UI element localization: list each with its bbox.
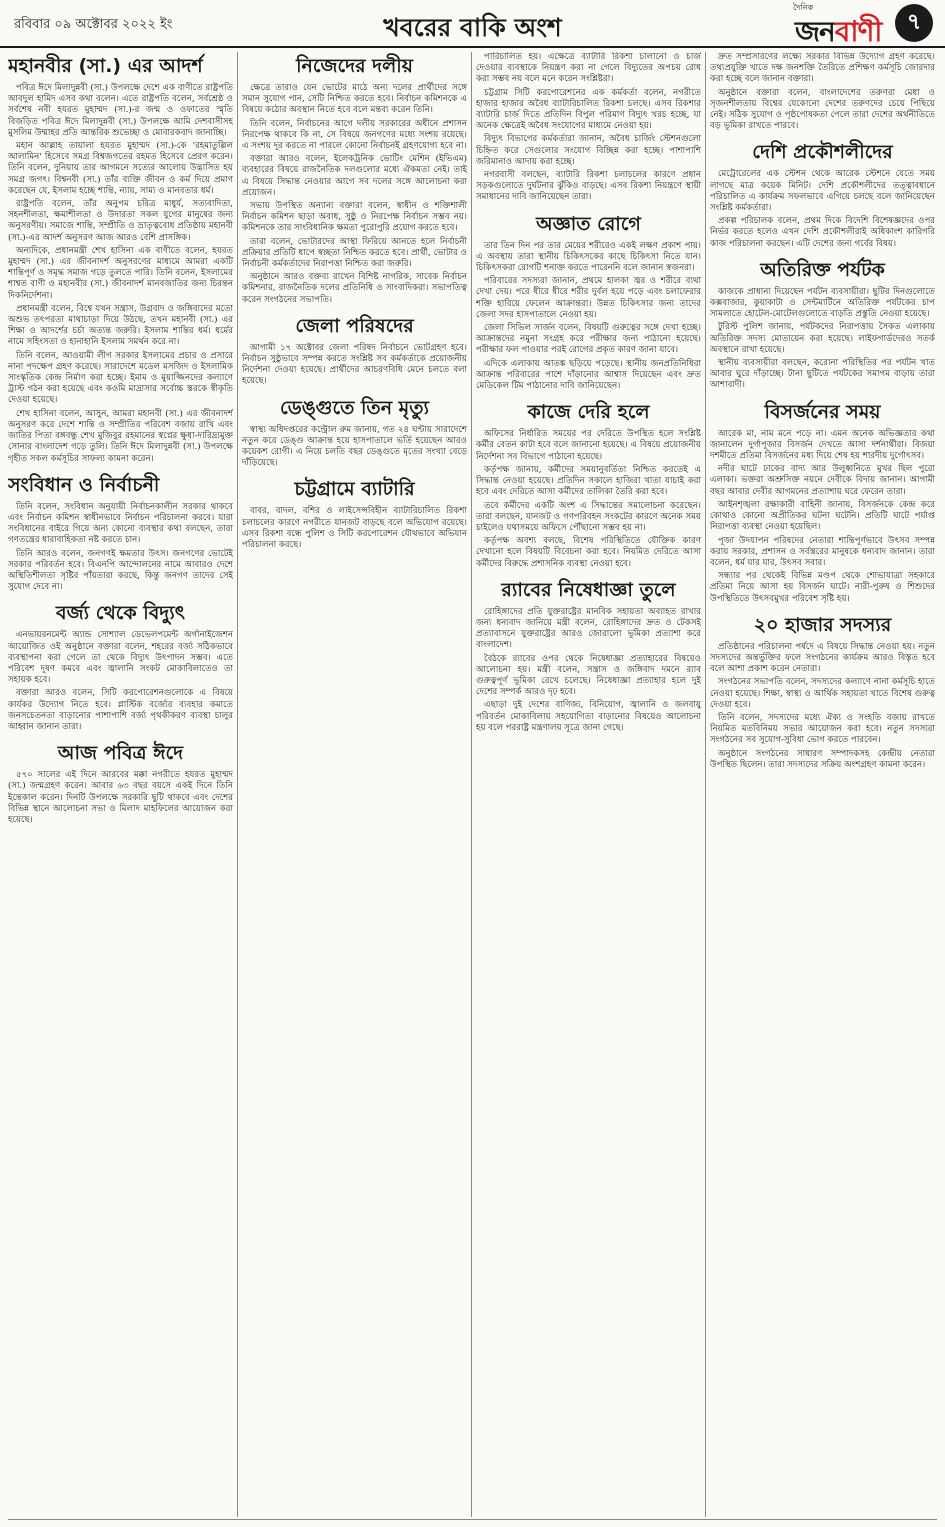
story-paragraph: শেখ হাসিনা বলেন, আসুন, আমরা মহানবী (সা.) এর জীবনাদর্শ অনুসরণ করে দেশে শান্তি ও সম্প্রীতির পরিবেশ বজায় রাখি এবং জাতির পিতা বঙ্গবন্ধু শেখ মুজিবুর রহমানের স্বপ্নের ক্ষুধা-দারিদ্র্যমুক্ত সোনার বাংলাদেশ গড়ে তুলি। তিনি ঈদে মিলাদুন্নবী (সা.) উপলক্ষে গৃহীত সকল কর্মসূচির সাফল্য কামনা করেন। xyxy=(8,408,233,464)
story-paragraph: আরেক মা, নাম মনে পড়ে না। এমন অনেক অভিজ্ঞতার কথা জানালেন দুর্গাপূজার বিসর্জন দেখতে আসা দর্শনার্থীরা। বিজয়া দশমীতে প্রতিমা বিসর্জনের মধ্য দিয়ে শেষ হয় শারদীয় দুর্গোৎসব। xyxy=(710,428,935,462)
story-body xyxy=(476,607,701,734)
story-deshi xyxy=(710,140,935,249)
story-paragraph: তবে কর্মীদের একটি অংশ এ সিদ্ধান্তের সমালোচনা করেছেন। তারা বলছেন, যানজট ও গণপরিবহন সংকটের কারণে অনেক সময় চাইলেও যথাসময়ে অফিসে পৌঁছানো সম্ভব হয় না। xyxy=(476,500,701,533)
story-paragraph: স্থানীয় ব্যবসায়ীরা বলছেন, করোনা পরিস্থিতির পর পর্যটন খাত আবার ঘুরে দাঁড়াচ্ছে। টানা ছুটিতে পর্যটকের সমাগম বাড়ায় তারা আশাবাদী। xyxy=(710,358,935,391)
logo-small-text: দৈনিক xyxy=(793,3,814,12)
story-ogyato xyxy=(476,212,701,393)
story-paragraph: প্রতিষ্ঠানের পরিচালনা পর্ষদে এ বিষয়ে সিদ্ধান্ত নেওয়া হয়। নতুন সদস্যদের অন্তর্ভুক্তির ফলে সংগঠনের কার্যক্রম আরও বিস্তৃত হবে বলে আশা প্রকাশ করেন নেতারা। xyxy=(710,641,935,675)
column-divider xyxy=(237,52,238,1517)
story-paragraph: বাবর, বাদল, বশির ও লাইসেন্সবিহীন ব্যাটারিচালিত রিকশা চলাচলের কারণে নগরীতে যানজট বাড়ছে বলে অভিযোগ রয়েছে। এসব রিকশা বন্ধে পুলিশ ও সিটি করপোরেশন যৌথভাবে অভিযান পরিচালনা করছে। xyxy=(242,506,467,551)
story-sangbidhan xyxy=(8,473,233,594)
story-paragraph: সভায় উপস্থিত অন্যান্য বক্তারা বলেন, স্বাধীন ও শক্তিশালী নির্বাচন কমিশন ছাড়া অবাধ, সুষ্ঠু ও নিরপেক্ষ নির্বাচন সম্ভব নয়। কমিশনকে তার সাংবিধানিক ক্ষমতা পুরোপুরি প্রয়োগ করতে হবে। xyxy=(242,201,467,234)
story-paragraph: সংগঠনের সভাপতি বলেন, সদস্যদের কল্যাণে নানা কর্মসূচি হাতে নেওয়া হয়েছে। শিক্ষা, স্বাস্থ্য ও আর্থিক সহায়তা খাতে বিশেষ গুরুত্ব দেওয়া হবে। xyxy=(710,677,935,710)
story-paragraph: বক্তারা আরও বলেন, সিটি করপোরেশনগুলোকে এ বিষয়ে কার্যকর উদ্যোগ নিতে হবে। প্লাস্টিক বর্জ্যের ব্যবহার কমাতে জনসচেতনতা বাড়ানোর পাশাপাশি বর্জ্য পৃথকীকরণ ব্যবস্থা চালুর আহ্বান জানান তারা। xyxy=(8,688,233,732)
story-battery-continued xyxy=(476,52,701,204)
story-headline: অজ্ঞাত রোগে xyxy=(536,212,641,235)
story-body xyxy=(710,52,935,132)
story-paragraph: এদিকে এলাকায় আতঙ্ক ছড়িয়ে পড়েছে। স্থানীয় জনপ্রতিনিধিরা আক্রান্ত পরিবারের পাশে দাঁড়ানোর আশ্বাস দিয়েছেন এবং দ্রুত মেডিকেল টিম পাঠানোর দাবি জানিয়েছেন। xyxy=(476,358,701,392)
page-number: ৭ xyxy=(895,4,933,42)
section-title: খবরের বাকি অংশ xyxy=(383,13,562,42)
story-paragraph: স্বাস্থ্য অধিদপ্তরের কন্ট্রোল রুম জানায়, গত ২৪ ঘণ্টায় সারাদেশে নতুন করে ডেঙ্গু আক্রান্ত হয়ে হাসপাতালে ভর্তি হয়েছেন আরও কয়েকশ রোগী। এ নিয়ে চলতি বছর ডেঙ্গুতে মৃতের সংখ্যা বেড়ে দাঁড়িয়েছে। xyxy=(242,424,467,469)
story-headline: জেলা পরিষদের xyxy=(295,314,414,337)
story-paragraph: তিনি বলেন, সংবিধান অনুযায়ী নির্বাচনকালীন সরকার থাকবে এবং নির্বাচন কমিশন স্বাধীনভাবে নির্বাচন পরিচালনা করবে। যারা সংবিধানের বাইরে গিয়ে অন্য কোনো ব্যবস্থার কথা বলছেন, তারা গণতন্ত্রের ধারাবাহিকতা নষ্ট করতে চান। xyxy=(8,501,233,546)
story-headline: সংবিধান ও নির্বাচনী xyxy=(8,473,160,496)
logo-part2: বাণী xyxy=(834,15,882,48)
story-chattogram xyxy=(242,477,467,551)
story-paragraph: ৫৭০ সালের এই দিনে আরবের মক্কা নগরীতে হযরত মুহাম্মদ (সা.) জন্মগ্রহণ করেন। আবার ৬৩ বছর বয়সে একই দিনে তিনি ইন্তেকাল করেন। দিনটি উপলক্ষে সরকারি ছুটি থাকবে এবং দেশের বিভিন্ন স্থানে আলোচনা সভা ও মিলাদ মাহফিলের আয়োজন করা হয়েছে। xyxy=(8,770,233,825)
story-paragraph: তিনি বলেন, আওয়ামী লীগ সরকার ইসলামের প্রচার ও প্রসারে নানা পদক্ষেপ গ্রহণ করেছে। সারাদেশে মডেল মসজিদ ও ইসলামিক সাংস্কৃতিক কেন্দ্র নির্মাণ করা হচ্ছে। ইমাম ও মুয়াজ্জিনদের কল্যাণে ট্রাস্ট গঠন করা হয়েছে এবং কওমি মাদ্রাসার সর্বোচ্চ স্তরকে স্বীকৃতি দেওয়া হয়েছে। xyxy=(8,350,233,406)
story-otirikto xyxy=(710,258,935,392)
story-paragraph: বিদ্যুৎ বিভাগের কর্মকর্তারা জানান, অবৈধ চার্জিং স্টেশনগুলো চিহ্নিত করে সেগুলোর সংযোগ বিচ্ছিন্ন করা হচ্ছে। পাশাপাশি জরিমানাও আদায় করা হচ্ছে। xyxy=(476,134,701,167)
story-body xyxy=(242,506,467,551)
issue-date: রবিবার ০৯ অক্টোবর ২০২২ ইং xyxy=(14,17,173,32)
story-body xyxy=(710,429,935,605)
story-bisorjon xyxy=(710,400,935,605)
story-paragraph: আগামী ১৭ অক্টোবর জেলা পরিষদ নির্বাচনে ভোটগ্রহণ হবে। নির্বাচন সুষ্ঠুভাবে সম্পন্ন করতে সংশ্লিষ্ট সব কর্মকর্তাকে প্রয়োজনীয় নির্দেশনা দেওয়া হয়েছে। প্রার্থীদের আচরণবিধি মেনে চলতে বলা হয়েছে। xyxy=(242,342,467,387)
story-paragraph: মেট্রোরেলের এক স্টেশন থেকে আরেক স্টেশনে যেতে সময় লাগছে মাত্র কয়েক মিনিট। দেশি প্রকৌশলীদের তত্ত্বাবধানে পরিচালিত এ কার্যক্রম সফলভাবে এগিয়ে চলছে বলে জানিয়েছেন সংশ্লিষ্ট কর্মকর্তারা। xyxy=(710,169,935,214)
story-jela xyxy=(242,314,467,388)
column-3 xyxy=(476,52,701,1517)
story-body xyxy=(8,630,233,733)
story-headline: মহানবীর (সা.) এর আদর্শ xyxy=(8,55,203,77)
story-paragraph: অনুষ্ঠানে বক্তারা বলেন, বাংলাদেশের তরুণরা মেধা ও সৃজনশীলতায় বিশ্বের যেকোনো দেশের তরুণদের চেয়ে পিছিয়ে নেই। সঠিক সুযোগ ও পৃষ্ঠপোষকতা পেলে তারা দেশের অর্থনীতিতে বড় ভূমিকা রাখতে পারবে। xyxy=(710,87,935,132)
story-paragraph: আইনশৃঙ্খলা রক্ষাকারী বাহিনী জানায়, বিসর্জনকে কেন্দ্র করে কোথাও কোনো অপ্রীতিকর ঘটনা ঘটেনি। প্রতিটি ঘাটে পর্যাপ্ত নিরাপত্তা ব্যবস্থা নেওয়া হয়েছিল। xyxy=(710,499,935,533)
story-headline: দেশি প্রকৌশলীদের xyxy=(752,141,893,164)
story-desh-continued xyxy=(710,52,935,132)
story-paragraph: কর্তৃপক্ষ জানায়, কর্মীদের সময়ানুবর্তিতা নিশ্চিত করতেই এ সিদ্ধান্ত নেওয়া হয়েছে। প্রতিদিন সকালে হাজিরা খাতা যাচাই করা হবে এবং দেরিতে আসা কর্মীদের তালিকা তৈরি করা হবে। xyxy=(476,464,701,498)
story-headline: কাজে দেরি হলে xyxy=(527,401,650,424)
story-paragraph: পূজা উদযাপন পরিষদের নেতারা শান্তিপূর্ণভাবে উৎসব সম্পন্ন করায় সরকার, প্রশাসন ও সর্বস্তরের মানুষকে ধন্যবাদ জানান। তারা বলেন, ধর্ম যার যার, উৎসব সবার। xyxy=(710,535,935,568)
story-paragraph: বৈঠকে র‍্যাবের ওপর থেকে নিষেধাজ্ঞা প্রত্যাহারের বিষয়েও আলোচনা হয়। মন্ত্রী বলেন, সন্ত্রাস ও জঙ্গিবাদ দমনে র‍্যাব গুরুত্বপূর্ণ ভূমিকা রেখে চলেছে। নিষেধাজ্ঞা প্রত্যাহার হলে দুই দেশের সম্পর্ক আরও দৃঢ় হবে। xyxy=(476,653,701,698)
column-divider xyxy=(705,52,706,1517)
story-paragraph: অনুষ্ঠানে সংগঠনের সাধারণ সম্পাদকসহ কেন্দ্রীয় নেতারা উপস্থিত ছিলেন। তারা সদস্যদের সক্রিয় অংশগ্রহণ কামনা করেন। xyxy=(710,748,935,770)
story-paragraph: নদীর ঘাটে ঢাকের বাদ্য আর উলুধ্বনিতে মুখর ছিল পুরো এলাকা। ভক্তরা অশ্রুসিক্ত নয়নে দেবীকে বিদায় জানান। আগামী বছর আবার দেবীর আগমনের প্রত্যাশায় ঘরে ফেরেন তারা। xyxy=(710,464,935,497)
story-paragraph: মহান আল্লাহ তায়ালা হযরত মুহাম্মদ (সা.)-কে 'রহমাতুল্লিল আলামিন' হিসেবে সমগ্র বিশ্বজগতের রহমত হিসেবে প্রেরণ করেন। তিনি বলেন, দুনিয়ায় তার আগমনে সত্যের আলোয় উদ্ভাসিত হয় সমগ্র জগৎ। বিশ্বনবী (সা.) তাঁর ব্যক্তি জীবন ও কর্ম দিয়ে প্রমাণ করেছেন যে, ইসলাম হচ্ছে শান্তি, ন্যায়, সাম্য ও মানবতার ধর্ম। xyxy=(8,141,233,196)
story-paragraph: পারিচালিত হয়। এক্ষেত্রে ব্যাটারি রিকশা চালানো ও চার্জ দেওয়ার ব্যবস্থাকে নিয়ন্ত্রণ করা না গেলে বিদ্যুতের অপচয় রোধ করা সম্ভব নয় বলে মনে করেন সংশ্লিষ্টরা। xyxy=(476,52,701,85)
story-headline: ডেঙ্গুতে তিন মৃত্যু xyxy=(280,396,429,419)
story-bish-hajar xyxy=(710,613,935,771)
story-nijeder xyxy=(242,54,467,306)
story-headline: ২০ হাজার সদস্যর xyxy=(753,613,892,636)
column-4 xyxy=(710,52,935,1517)
story-paragraph: ক্ষেত্রে তারাও যেন ভোটের মাঠে অন্য দলের প্রার্থীদের সঙ্গে সমান সুযোগ পান, সেটি নিশ্চিত করতে হবে। নির্বাচন কমিশনকে এ বিষয়ে কঠোর অবস্থান নিতে হবে বলে মন্তব্য করেন তিনি। xyxy=(242,83,467,116)
masthead xyxy=(0,0,945,48)
story-paragraph: তিনি বলেন, নির্বাচনের আগে দলীয় সরকারের অধীনে প্রশাসন নিরপেক্ষ থাকবে কি না, সে বিষয়ে জনগণের মধ্যে সংশয় রয়েছে। এ সংশয় দূর করতে না পারলে কোনো নির্বাচনই গ্রহণযোগ্য হবে না। xyxy=(242,118,467,152)
story-eid xyxy=(8,741,233,826)
story-paragraph: রোহিঙ্গাদের প্রতি যুক্তরাষ্ট্রের মানবিক সহায়তা অব্যাহত রাখার জন্য ধন্যবাদ জানিয়ে মন্ত্রী বলেন, রোহিঙ্গাদের দ্রুত ও টেকসই প্রত্যাবাসনে যুক্তরাষ্ট্রের আরও জোরালো ভূমিকা প্রত্যাশা করে বাংলাদেশ। xyxy=(476,606,701,651)
story-paragraph: বক্তারা আরও বলেন, ইলেকট্রনিক ভোটিং মেশিন (ইভিএম) ব্যবহারের বিষয়ে রাজনৈতিক দলগুলোর মধ্যে ঐকমত্য নেই। তাই এ বিষয়ে সিদ্ধান্ত নেওয়ার আগে সব দলের সঙ্গে আলোচনা করা প্রয়োজন। xyxy=(242,154,467,198)
story-paragraph: পরিবারের সদস্যরা জানান, প্রথমে হালকা জ্বর ও শরীরে ব্যথা দেখা দেয়। পরে ধীরে ধীরে শরীর দুর্বল হয়ে পড়ে এবং চলাফেরার শক্তি হারিয়ে ফেলেন আক্রান্তরা। উন্নত চিকিৎসার জন্য তাদের জেলা সদর হাসপাতালে নেওয়া হয়। xyxy=(476,276,701,320)
story-headline: চট্টগ্রামে ব্যাটারি xyxy=(294,478,415,501)
story-headline: নিজেদের দলীয় xyxy=(296,55,413,77)
story-paragraph: অফিসের নির্ধারিত সময়ের পর দেরিতে উপস্থিত হলে সংশ্লিষ্ট কর্মীর বেতন কাটা হবে বলে জানানো হয়েছে। এ বিষয়ে প্রয়োজনীয় নির্দেশনা সব বিভাগে পাঠানো হয়েছে। xyxy=(476,429,701,462)
story-body xyxy=(710,642,935,771)
story-paragraph: তারা বলেন, ভোটারদের আস্থা ফিরিয়ে আনতে হলে নির্বাচনী প্রক্রিয়ার প্রতিটি ধাপে স্বচ্ছতা নিশ্চিত করতে হবে। প্রার্থী, ভোটার ও নির্বাচনী কর্মকর্তাদের নিরাপত্তা নিশ্চিত করা জরুরি। xyxy=(242,236,467,270)
story-paragraph: টুরিস্ট পুলিশ জানায়, পর্যটকদের নিরাপত্তায় সৈকত এলাকায় অতিরিক্ত সদস্য মোতায়েন করা হয়েছে। লাইফগার্ডদেরও সতর্ক অবস্থানে রাখা হয়েছে। xyxy=(710,322,935,355)
story-paragraph: প্রকল্প পরিচালক বলেন, প্রথম দিকে বিদেশি বিশেষজ্ঞদের ওপর নির্ভর করতে হলেও এখন দেশি প্রকৌশলীরাই অধিকাংশ কারিগরি কাজ পরিচালনা করছেন। এটি দেশের জন্য গর্বের বিষয়। xyxy=(710,216,935,249)
story-borjo xyxy=(8,601,233,733)
story-mahanabi xyxy=(8,54,233,465)
story-headline: র‍্যাবের নিষেধাজ্ঞা তুলে xyxy=(501,578,676,601)
story-body xyxy=(710,287,935,392)
column-1 xyxy=(8,52,233,1517)
story-headline: অতিরিক্ত পর্যটক xyxy=(760,258,885,281)
story-body xyxy=(476,241,701,393)
newspaper-logo xyxy=(791,2,887,48)
story-body xyxy=(242,425,467,470)
story-paragraph: রাষ্ট্রপতি বলেন, তাঁর অনুপম চরিত্র মাধুর্য, সত্যবাদিতা, সহনশীলতা, ক্ষমাশীলতা ও উদারতা সকল যুগের মানুষের জন্য অনুসরণীয়। সমাজে শান্তি, সম্প্রীতি ও ভ্রাতৃত্ববোধ প্রতিষ্ঠায় মহানবী (সা.)-এর আদর্শ অনুসরণ আজ আরও বেশি প্রাসঙ্গিক। xyxy=(8,199,233,243)
logo-wordmark xyxy=(795,10,881,57)
story-paragraph: নগরবাসী বলছেন, ব্যাটারি রিকশা চলাচলের কারণে প্রধান সড়কগুলোতে দুর্ঘটনার ঝুঁকিও বাড়ছে। এসব রিকশা নিয়ন্ত্রণে স্থায়ী সমাধানের দাবি জানিয়েছেন তারা। xyxy=(476,170,701,203)
story-paragraph: অনুষ্ঠানে আরও বক্তব্য রাখেন বিশিষ্ট নাগরিক, সাবেক নির্বাচন কমিশনার, রাজনৈতিক দলের প্রতিনিধি ও সাংবাদিকরা। সভাপতিত্ব করেন সংগঠনের সভাপতি। xyxy=(242,272,467,305)
story-body xyxy=(242,83,467,306)
story-paragraph: কাজকে প্রাধান্য দিয়েছেন পর্যটন ব্যবসায়ীরা। ছুটির দিনগুলোতে কক্সবাজার, কুয়াকাটা ও সেন্টমার্টিনে অতিরিক্ত পর্যটকের চাপ সামলাতে হোটেল-মোটেলগুলোতে বাড়তি প্রস্তুতি নেওয়া হয়েছে। xyxy=(710,286,935,320)
story-kaje-deri xyxy=(476,400,701,569)
story-paragraph: এছাড়া দুই দেশের বাণিজ্য, বিনিয়োগ, জ্বালানি ও জলবায়ু পরিবর্তন মোকাবিলায় সহযোগিতা বাড়ানোর বিষয়েও আলোচনা হয় বলে পররাষ্ট্র মন্ত্রণালয় সূত্রে জানা গেছে। xyxy=(476,700,701,733)
story-paragraph: দ্রুত সম্প্রসারণের লক্ষ্যে সরকার বিভিন্ন উদ্যোগ গ্রহণ করেছে। তথ্যপ্রযুক্তি খাতে দক্ষ জনশক্তি তৈরিতে প্রশিক্ষণ কর্মসূচি জোরদার করা হচ্ছে বলে জানান বক্তারা। xyxy=(710,52,935,85)
story-body xyxy=(8,770,233,826)
story-paragraph: চট্টগ্রাম সিটি করপোরেশনের এক কর্মকর্তা বলেন, নগরীতে হাজার হাজার অবৈধ ব্যাটারিচালিত রিকশা চলছে। এসব রিকশার ব্যাটারি চার্জ দিতে প্রতিদিন বিপুল পরিমাণ বিদ্যুৎ খরচ হচ্ছে, যা অনেক ক্ষেত্রেই অবৈধ সংযোগের মাধ্যমে নেওয়া হয়। xyxy=(476,87,701,132)
column-2 xyxy=(242,52,467,1517)
story-headline: বর্জ্য থেকে বিদ্যুৎ xyxy=(56,602,185,625)
story-paragraph: প্রধানমন্ত্রী বলেন, বিশ্বে যখন সন্ত্রাস, উগ্রবাদ ও জঙ্গিবাদের মতো অশুভ তৎপরতা মাথাচাড়া দিয়ে উঠছে, তখন মহানবী (সা.) এর শিক্ষা ও আদর্শের চর্চা অত্যন্ত জরুরি। ইসলাম শান্তির ধর্ম। ধর্মের নামে সহিংসতা ও হানাহানি ইসলাম সমর্থন করে না। xyxy=(8,303,233,348)
story-paragraph: অন্যদিকে, প্রধানমন্ত্রী শেখ হাসিনা এক বাণীতে বলেন, হযরত মুহাম্মদ (সা.) এর জীবনাদর্শ অনুসরণের মাধ্যমে আমরা একটি শান্তিপূর্ণ ও সমৃদ্ধ সমাজ গড়ে তুলতে পারি। তিনি বলেন, ইসলামের শাশ্বত বাণী ও মহানবীর (সা.) জীবনাদর্শ মানবজাতির জন্য চিরন্তন দিকনির্দেশনা। xyxy=(8,245,233,301)
story-paragraph: কর্তৃপক্ষ অবশ্য বলছে, বিশেষ পরিস্থিতিতে যৌক্তিক কারণ দেখানো হলে বিষয়টি বিবেচনা করা হবে। নিয়মিত দেরিতে আসা কর্মীদের বিরুদ্ধে প্রশাসনিক ব্যবস্থা নেওয়া হবে। xyxy=(476,536,701,569)
story-headline: বিসর্জনের সময় xyxy=(764,400,881,423)
story-body xyxy=(242,343,467,388)
story-paragraph: এনভায়রনমেন্ট অ্যান্ড সোশ্যাল ডেভেলপমেন্ট অর্গানাইজেশন আয়োজিত ওই অনুষ্ঠানে বক্তারা বলেন, শহরের বর্জ্য সঠিকভাবে ব্যবস্থাপনা করা গেলে তা থেকে বিদ্যুৎ উৎপাদন সম্ভব। এতে পরিবেশ দূষণ কমবে এবং জ্বালানি সংকট মোকাবিলাতেও তা সহায়ক হবে। xyxy=(8,630,233,686)
story-paragraph: সন্ধ্যার পর থেকেই বিভিন্ন মণ্ডপ থেকে শোভাযাত্রা সহকারে প্রতিমা নিয়ে আসা হয় বিসর্জন ঘাটে। নারী-পুরুষ ও শিশুদের উপস্থিতিতে উৎসবমুখর পরিবেশ সৃষ্টি হয়। xyxy=(710,571,935,604)
column-divider xyxy=(471,52,472,1517)
story-rab xyxy=(476,578,701,734)
bottom-rule xyxy=(8,1519,937,1520)
story-body xyxy=(8,83,233,465)
logo-part1: জন xyxy=(795,15,835,48)
story-headline: আজ পবিত্র ঈদে xyxy=(57,742,184,765)
story-body xyxy=(710,169,935,249)
story-body xyxy=(476,429,701,569)
story-paragraph: তিনি বলেন, সদস্যদের মধ্যে ঐক্য ও সংহতি বজায় রাখতে নিয়মিত মতবিনিময় সভার আয়োজন করা হবে। নতুন সদস্যরা সংগঠনের সব সুযোগ-সুবিধা ভোগ করতে পারবেন। xyxy=(710,712,935,746)
story-body xyxy=(476,52,701,204)
story-paragraph: জেলা সিভিল সার্জন বলেন, বিষয়টি গুরুত্বের সঙ্গে দেখা হচ্ছে। আক্রান্তদের নমুনা সংগ্রহ করে পরীক্ষার জন্য পাঠানো হয়েছে। পরীক্ষার ফল পাওয়ার পরই রোগের প্রকৃত কারণ জানা যাবে। xyxy=(476,323,701,356)
story-body xyxy=(8,502,233,594)
story-paragraph: পবিত্র ঈদে মিলাদুন্নবী (সা.) উপলক্ষে দেশে এক বাণীতে রাষ্ট্রপতি আবদুল হামিদ এসব কথা বলেন। এতে রাষ্ট্রপতি বলেন, সর্বশ্রেষ্ঠ ও সর্বশেষ নবী হযরত মুহাম্মদ (সা.)-র জন্ম ও ওফাতের স্মৃতি বিজড়িত পবিত্র ঈদে মিলাদুন্নবী (সা.) উপলক্ষে আমি দেশবাসীসহ মুসলিম উম্মাহর প্রতি আন্তরিক শুভেচ্ছা ও মোবারকবাদ জানাচ্ছি। xyxy=(8,83,233,138)
story-paragraph: তার তিন দিন পর তার মেয়ের শরীরেও একই লক্ষণ প্রকাশ পায়। এ অবস্থায় তারা স্থানীয় চিকিৎসকের কাছে চিকিৎসা নিতে যান। চিকিৎসকরা রোগটি শনাক্ত করতে পারেননি বলে জানান স্বজনরা। xyxy=(476,240,701,274)
story-paragraph: তিনি আরও বলেন, জনগণই ক্ষমতার উৎস। জনগণের ভোটেই সরকার পরিবর্তন হবে। বিএনপি আন্দোলনের নামে আবারও দেশে অস্থিতিশীলতা সৃষ্টির পাঁয়তারা করছে, কিন্তু জনগণ তাদের সেই সুযোগ দেবে না। xyxy=(8,548,233,593)
story-dengue xyxy=(242,396,467,470)
